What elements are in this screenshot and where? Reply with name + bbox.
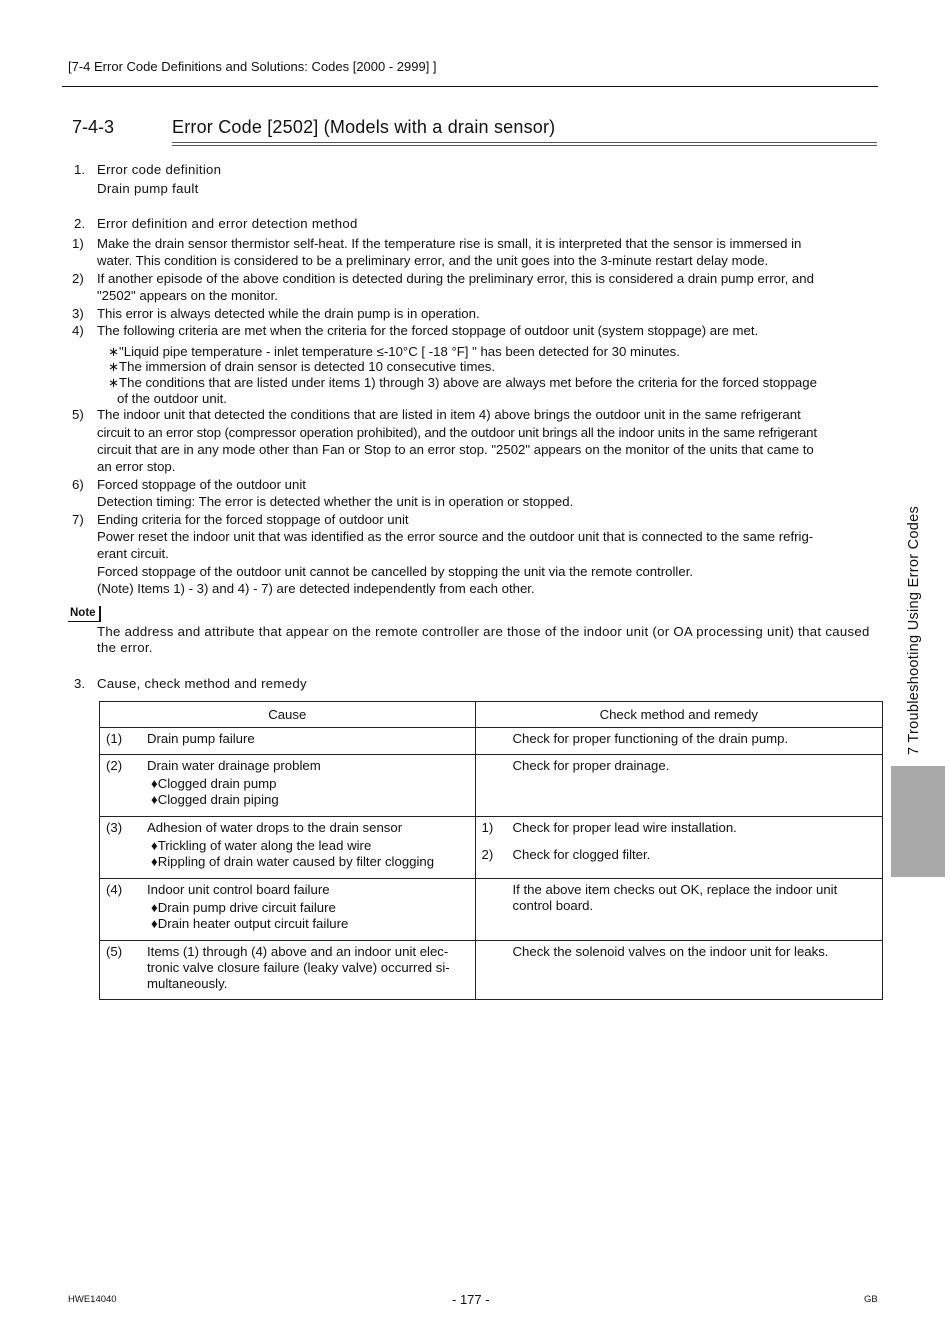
- row-number: (1): [106, 731, 123, 746]
- header-rule: [62, 86, 878, 87]
- list-item-text: (Note) Items 1) - 3) and 4) - 7) are detected independently from each other.: [97, 581, 535, 596]
- remedy-number: 1): [481, 820, 494, 835]
- list-item-text: Ending criteria for the forced stoppage of outdoor unit: [97, 512, 409, 527]
- list-number: 5): [72, 407, 84, 422]
- footer-region: GB: [864, 1294, 878, 1305]
- row-number: (4): [106, 882, 123, 897]
- note-text: The address and attribute that appear on the remote controller are those of the indoor unit (or OA processing unit) that caused the error.: [97, 624, 870, 655]
- cause-remedy-table: [99, 701, 883, 1000]
- list-item-text: Make the drain sensor thermistor self-heat. If the temperature rise is small, it is interpreted that the sensor is immersed in: [97, 236, 802, 251]
- list-number: 1): [72, 236, 84, 251]
- list-item-text: Power reset the indoor unit that was identified as the error source and the outdoor unit that is connected to the same refrig-: [97, 529, 814, 544]
- remedy-cell: [475, 941, 882, 1000]
- remedy-text: Check for proper lead wire installation.: [512, 820, 737, 835]
- remedy-text: Check for proper drainage.: [512, 758, 670, 773]
- row-number: (2): [106, 758, 123, 773]
- cause-subitem: ♦Clogged drain piping: [151, 792, 279, 807]
- list-item-text: The indoor unit that detected the conditions that are listed in item 4) above brings the outdoor unit in the same refrigerant: [97, 407, 801, 422]
- cause-subitem: ♦Drain heater output circuit failure: [151, 916, 349, 931]
- cause-subitem: ♦Clogged drain pump: [151, 776, 277, 791]
- remedy-cell: [475, 728, 882, 755]
- section-title: Error Code [2502] (Models with a drain sensor): [172, 117, 556, 137]
- remedy-cell: [475, 879, 882, 941]
- list-number: 4): [72, 323, 84, 338]
- cause-cell: [100, 941, 476, 1000]
- cause-header: Cause: [100, 702, 476, 728]
- table-header-row: [100, 702, 883, 728]
- list-item-text: The following criteria are met when the criteria for the forced stoppage of outdoor unit (system stoppage) are met.: [97, 323, 759, 338]
- remedy-text: Check for clogged filter.: [512, 847, 651, 862]
- remedy-header: Check method and remedy: [475, 702, 882, 728]
- chapter-tab: [891, 766, 945, 877]
- part-heading: Cause, check method and remedy: [97, 676, 307, 691]
- list-number: 7): [72, 512, 84, 527]
- list-item-text: an error stop.: [97, 459, 176, 474]
- list-item-text: erant circuit.: [97, 546, 169, 561]
- list-item-text: If another episode of the above condition is detected during the preliminary error, this is considered a drain pump error, and: [97, 271, 814, 286]
- title-rule: [172, 145, 877, 146]
- cause-cell: [100, 728, 476, 755]
- cause-text: Adhesion of water drops to the drain sensor: [147, 820, 403, 835]
- cause-subitem: ♦Trickling of water along the lead wire: [151, 838, 372, 853]
- criteria-item: ∗"Liquid pipe temperature - inlet temperature ≤-10°C [ -18 °F] " has been detected for 30 minutes.: [108, 344, 680, 359]
- list-number: 2): [72, 271, 84, 286]
- cause-text: Items (1) through (4) above and an indoor unit elec-tronic valve closure failure (leaky valve) occurred si-multaneously.: [147, 944, 450, 991]
- running-header: [7-4 Error Code Definitions and Solutions: Codes [2000 - 2999] ]: [68, 59, 437, 74]
- row-number: (3): [106, 820, 123, 835]
- page-number: - 177 -: [452, 1292, 490, 1307]
- cause-text: Drain water drainage problem: [147, 758, 321, 773]
- part-heading: Error definition and error detection method: [97, 216, 358, 231]
- part-number: 3.: [74, 676, 85, 691]
- table-row: [100, 879, 883, 941]
- list-item-text: Detection timing: The error is detected whether the unit is in operation or stopped.: [97, 494, 574, 509]
- list-number: 3): [72, 306, 84, 321]
- cause-text: Drain pump failure: [147, 731, 255, 746]
- cause-subitem: ♦Rippling of drain water caused by filter clogging: [151, 854, 435, 869]
- footer-doc-id: HWE14040: [68, 1294, 117, 1305]
- remedy-text: Check for proper functioning of the drain pump.: [512, 731, 789, 746]
- remedy-number: 2): [481, 847, 494, 862]
- cause-cell: [100, 817, 476, 879]
- section-number: 7-4-3: [72, 117, 115, 137]
- table-row: [100, 817, 883, 879]
- part-heading: Error code definition: [97, 162, 222, 177]
- remedy-cell: [475, 817, 882, 879]
- table-row: [100, 755, 883, 817]
- list-item-text: circuit that are in any mode other than Fan or Stop to an error stop. "2502" appears on the monitor of the units that came to: [97, 442, 814, 457]
- list-number: 6): [72, 477, 84, 492]
- list-item-text: circuit to an error stop (compressor operation prohibited), and the outdoor unit brings all the indoor units in the same refrigerant: [97, 425, 817, 440]
- criteria-item: of the outdoor unit.: [117, 391, 227, 406]
- part-number: 1.: [74, 162, 85, 177]
- remedy-cell: [475, 755, 882, 817]
- chapter-tab-label: 7 Troubleshooting Using Error Codes: [906, 505, 922, 755]
- note-badge: Note: [68, 606, 101, 622]
- criteria-item: ∗The immersion of drain sensor is detected 10 consecutive times.: [108, 359, 496, 374]
- list-item-text: This error is always detected while the drain pump is in operation.: [97, 306, 480, 321]
- cause-text: Indoor unit control board failure: [147, 882, 330, 897]
- table-row: [100, 941, 883, 1000]
- criteria-item: ∗The conditions that are listed under items 1) through 3) above are always met before the criteria for the forced stoppage: [108, 375, 817, 390]
- list-item-text: water. This condition is considered to be a preliminary error, and the unit goes into the 3-minute restart delay mode.: [97, 253, 769, 268]
- list-item-text: Forced stoppage of the outdoor unit: [97, 477, 306, 492]
- remedy-text: If the above item checks out OK, replace the indoor unit control board.: [512, 882, 838, 913]
- title-rule: [172, 142, 877, 143]
- part-number: 2.: [74, 216, 85, 231]
- error-definition: Drain pump fault: [97, 181, 199, 196]
- cause-cell: [100, 879, 476, 941]
- cause-subitem: ♦Drain pump drive circuit failure: [151, 900, 336, 915]
- list-item-text: Forced stoppage of the outdoor unit cannot be cancelled by stopping the unit via the remote controller.: [97, 564, 694, 579]
- list-item-text: "2502" appears on the monitor.: [97, 288, 278, 303]
- cause-cell: [100, 755, 476, 817]
- remedy-text: Check the solenoid valves on the indoor unit for leaks.: [512, 944, 829, 959]
- row-number: (5): [106, 944, 123, 959]
- table-row: [100, 728, 883, 755]
